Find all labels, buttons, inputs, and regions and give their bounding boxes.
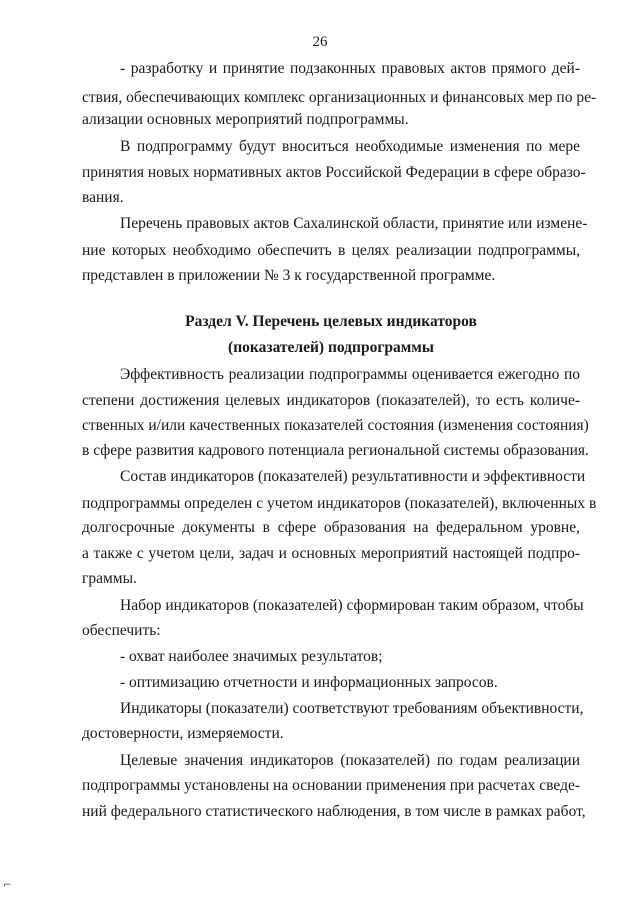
- text-line: подпрограммы установлены на основании применения при расчетах сведе-: [82, 777, 580, 794]
- text-line: ализации основных мероприятий подпрограммы.: [82, 111, 409, 128]
- text-line: ний федерального статистического наблюдения, в том числе в рамках работ,: [82, 803, 586, 820]
- text-line: ствия, обеспечивающих комплекс организационных и финансовых мер по ре-: [82, 89, 597, 106]
- text-line: в сфере развития кадрового потенциала региональной системы образования.: [82, 442, 589, 459]
- scan-mark-icon: ⌐: [3, 880, 12, 891]
- text-line: граммы.: [82, 570, 137, 587]
- text-line: Состав индикаторов (показателей) результативности и эффективности: [120, 468, 586, 485]
- text-line: достоверности, измеряемости.: [82, 725, 284, 742]
- text-line: Перечень правовых актов Сахалинской области, принятие или измене-: [120, 215, 588, 232]
- text-line: вания.: [82, 189, 124, 206]
- text-line: Эффективность реализации подпрограммы оценивается ежегодно по: [120, 366, 580, 383]
- section-heading: Раздел V. Перечень целевых индикаторов: [185, 313, 477, 330]
- text-line: ние которых необходимо обеспечить в целях реализации подпрограммы,: [82, 242, 580, 259]
- page-number: 26: [312, 34, 328, 50]
- text-line: В подпрограмму будут вноситься необходимые изменения по мере: [120, 138, 580, 155]
- text-line: обеспечить:: [82, 622, 161, 639]
- text-line: подпрограммы определен с учетом индикаторов (показателей), включенных в: [82, 495, 597, 512]
- text-line: ственных и/или качественных показателей состояния (изменения состояния): [82, 417, 589, 434]
- list-item: - оптимизацию отчетности и информационных запросов.: [120, 674, 498, 691]
- text-line: Целевые значения индикаторов (показателей) по годам реализации: [120, 752, 580, 769]
- text-line: а также с учетом цели, задач и основных мероприятий настоящей подпро-: [82, 545, 580, 562]
- text-line: - разработку и принятие подзаконных правовых актов прямого дей-: [120, 60, 580, 77]
- text-line: степени достижения целевых индикаторов (показателей), то есть количе-: [82, 392, 580, 409]
- text-line: Набор индикаторов (показателей) сформирован таким образом, чтобы: [120, 597, 584, 614]
- section-heading: (показателей) подпрограммы: [228, 339, 434, 356]
- list-item: - охват наиболее значимых результатов;: [120, 648, 383, 665]
- text-line: Индикаторы (показатели) соответствуют требованиям объективности,: [120, 700, 584, 717]
- text-line: принятия новых нормативных актов Российской Федерации в сфере образо-: [82, 164, 586, 181]
- text-line: долгосрочные документы в сфере образования на федеральном уровне,: [82, 519, 580, 536]
- text-line: представлен в приложении № 3 к государственной программе.: [82, 267, 496, 284]
